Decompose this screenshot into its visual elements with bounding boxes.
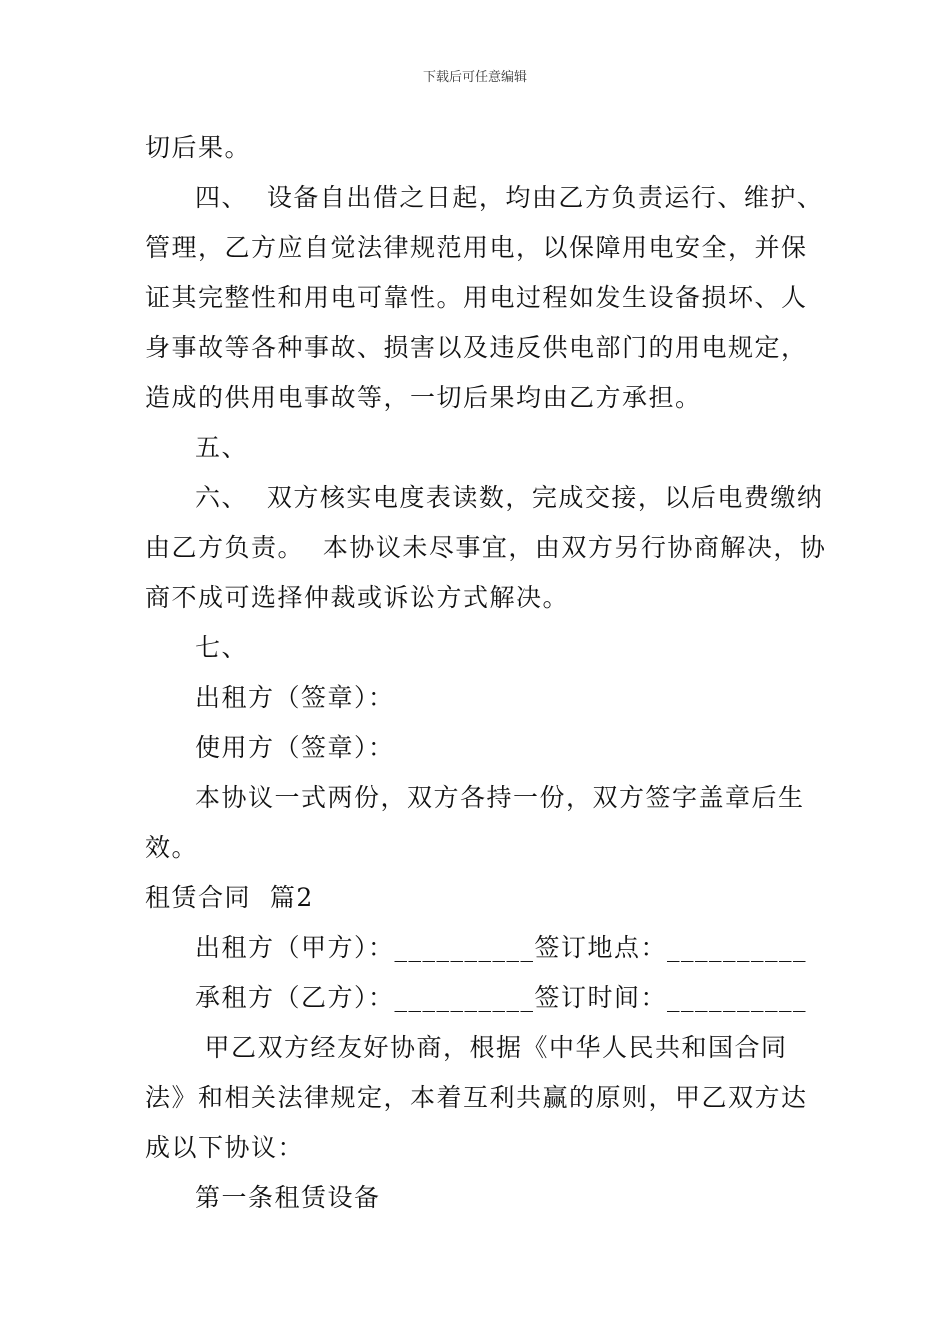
- text-line: 五、: [195, 433, 249, 462]
- text-line: 管理，乙方应自觉法律规范用电，以保障用电安全，并保: [145, 233, 808, 262]
- section-title: 租赁合同 篇2: [145, 883, 314, 912]
- text-line: 效。: [145, 833, 199, 862]
- text-line: 四、 设备自出借之日起，均由乙方负责运行、维护、: [195, 183, 824, 212]
- text-line: 商不成可选择仲裁或诉讼方式解决。: [145, 583, 570, 612]
- text-line: 出租方（甲方）：__________签订地点：__________: [195, 933, 808, 962]
- text-line: 法》和相关法律规定，本着互利共赢的原则，甲乙双方达: [145, 1083, 808, 1112]
- page-header-note: 下载后可任意编辑: [422, 70, 527, 85]
- text-line: 甲乙双方经友好协商，根据《中华人民共和国合同: [195, 1033, 788, 1062]
- text-line: 六、 双方核实电度表读数，完成交接，以后电费缴纳: [195, 483, 824, 512]
- text-line: 切后果。: [145, 133, 252, 162]
- text-line: 造成的供用电事故等，一切后果均由乙方承担。: [145, 383, 702, 412]
- text-line: 成以下协议：: [145, 1133, 305, 1162]
- text-line: 七、: [195, 633, 249, 662]
- text-line: 本协议一式两份，双方各持一份，双方签字盖章后生: [195, 783, 805, 812]
- text-line: 承租方（乙方）：__________签订时间：__________: [195, 983, 808, 1012]
- text-line: 证其完整性和用电可靠性。用电过程如发生设备损坏、人: [145, 283, 808, 312]
- text-line: 出租方（签章）：: [195, 683, 395, 712]
- text-line: 第一条租赁设备: [195, 1183, 381, 1212]
- text-line: 由乙方负责。 本协议未尽事宜，由双方另行协商解决，协: [145, 533, 827, 562]
- text-line: 使用方（签章）：: [195, 733, 395, 762]
- text-line: 身事故等各种事故、损害以及违反供电部门的用电规定，: [145, 333, 808, 362]
